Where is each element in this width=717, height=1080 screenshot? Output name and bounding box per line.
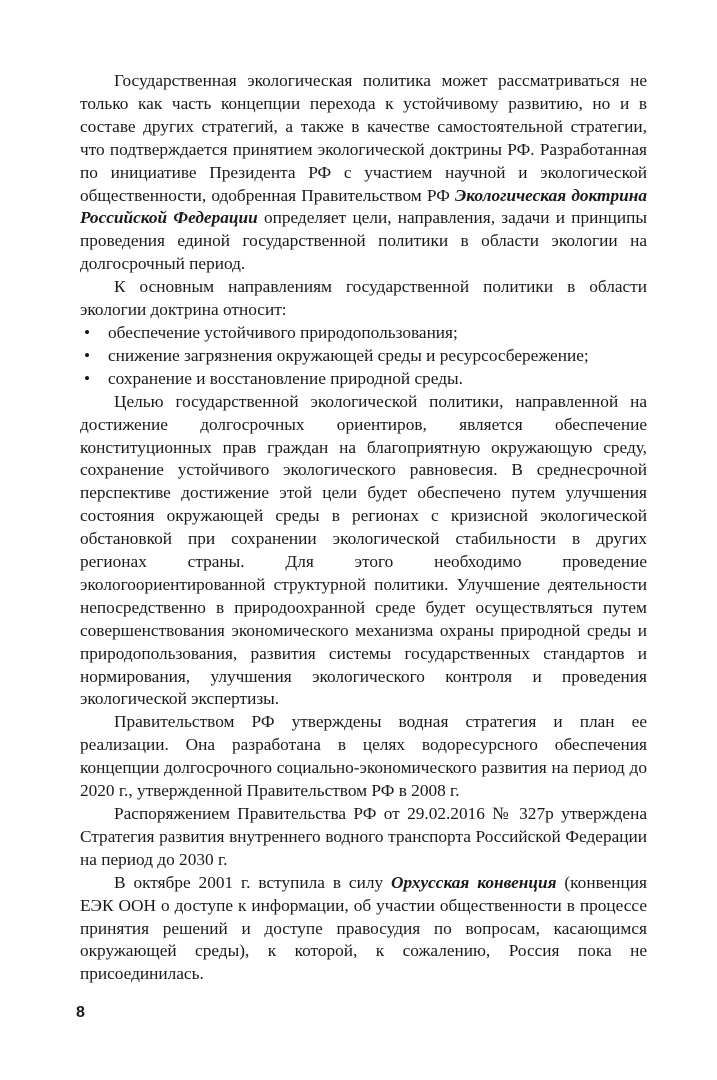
paragraph-text: (конвенция ЕЭК ООН о доступе к информации, об участии общественности в процессе принятия решений и доступе правосудия по вопросам, касающимся окружающей среды), к которой, к сожалению, Россия пока не присоединилась. (80, 872, 647, 984)
bullet-icon: • (84, 322, 91, 342)
list-item-text: сохранение и восстановление природной среды. (108, 368, 463, 388)
bullet-icon: • (84, 345, 91, 365)
body-text (80, 70, 647, 986)
paragraph-policy-goal: Целью государственной экологической политики, направленной на достижение долгосрочных ориентиров, является обеспечение конституционных прав граждан на благоприятную окружающую среду, сохранение устойчивого экологического равновесия. В среднесрочной перспективе достижение этой цели будет обеспечено путем улучшения состояния окружающей среды в регионах с кризисной экологической обстановкой при сохранении экологической стабильности в других регионах страны. Для этого необходимо проведение экологоориентированной структурной политики. Улучшение деятельности непосредственно в природоохранной среде будет осуществляться путем совершенствования экономического механизма охраны природной среды и природопользования, развития системы государственных стандартов и нормирования, улучшения экологического контроля и проведения экологической экспертизы. (80, 391, 647, 709)
paragraph-transport-strategy: Распоряжением Правительства РФ от 29.02.2016 № 327р утверждена Стратегия развития внутреннего водного транспорта Российской Федерации на период до 2030 г. (80, 804, 647, 869)
emphasis-aarhus-convention: Орхусская конвенция (391, 872, 557, 892)
emphasis-doctrine-title: Экологическая доктрина Российской Федерации (80, 185, 647, 228)
paragraph-text: определяет цели, направления, задачи и принципы проведения единой государственной политики в области экологии на долгосрочный период. (80, 208, 647, 274)
paragraph-text: В октябре 2001 г. вступила в силу (114, 872, 392, 892)
page-number: 8 (76, 1004, 85, 1021)
paragraph-text: Государственная экологическая политика может рассматриваться не только как часть концепции перехода к устойчивому развитию, но и в составе других стратегий, а также в качестве самостоятельной стратегии, что подтверждается принятием экологической доктрины РФ. Разработанная по инициативе Президента РФ с участием научной и экологической общественности, одобренная Правительством РФ (80, 71, 647, 205)
paragraph-water-strategy: Правительством РФ утверждены водная стратегия и план ее реализации. Она разработана в целях водоресурсного обеспечения концепции долгосрочного социально-экономического развития на период до 2020 г., утвержденной Правительством РФ в 2008 г. (80, 712, 647, 801)
paragraph-directions-intro: К основным направлениям государственной политики в области экологии доктрина относит: (80, 277, 647, 320)
list-item (80, 322, 647, 345)
paragraph-doctrine (80, 70, 647, 276)
list-item-text: снижение загрязнения окружающей среды и ресурсосбережение; (108, 345, 589, 365)
bullet-icon: • (84, 368, 91, 388)
list-item (80, 345, 647, 368)
paragraph-aarhus (80, 872, 647, 987)
list-item-text: обеспечение устойчивого природопользования; (108, 322, 458, 342)
directions-list (80, 322, 647, 391)
list-item (80, 368, 647, 391)
